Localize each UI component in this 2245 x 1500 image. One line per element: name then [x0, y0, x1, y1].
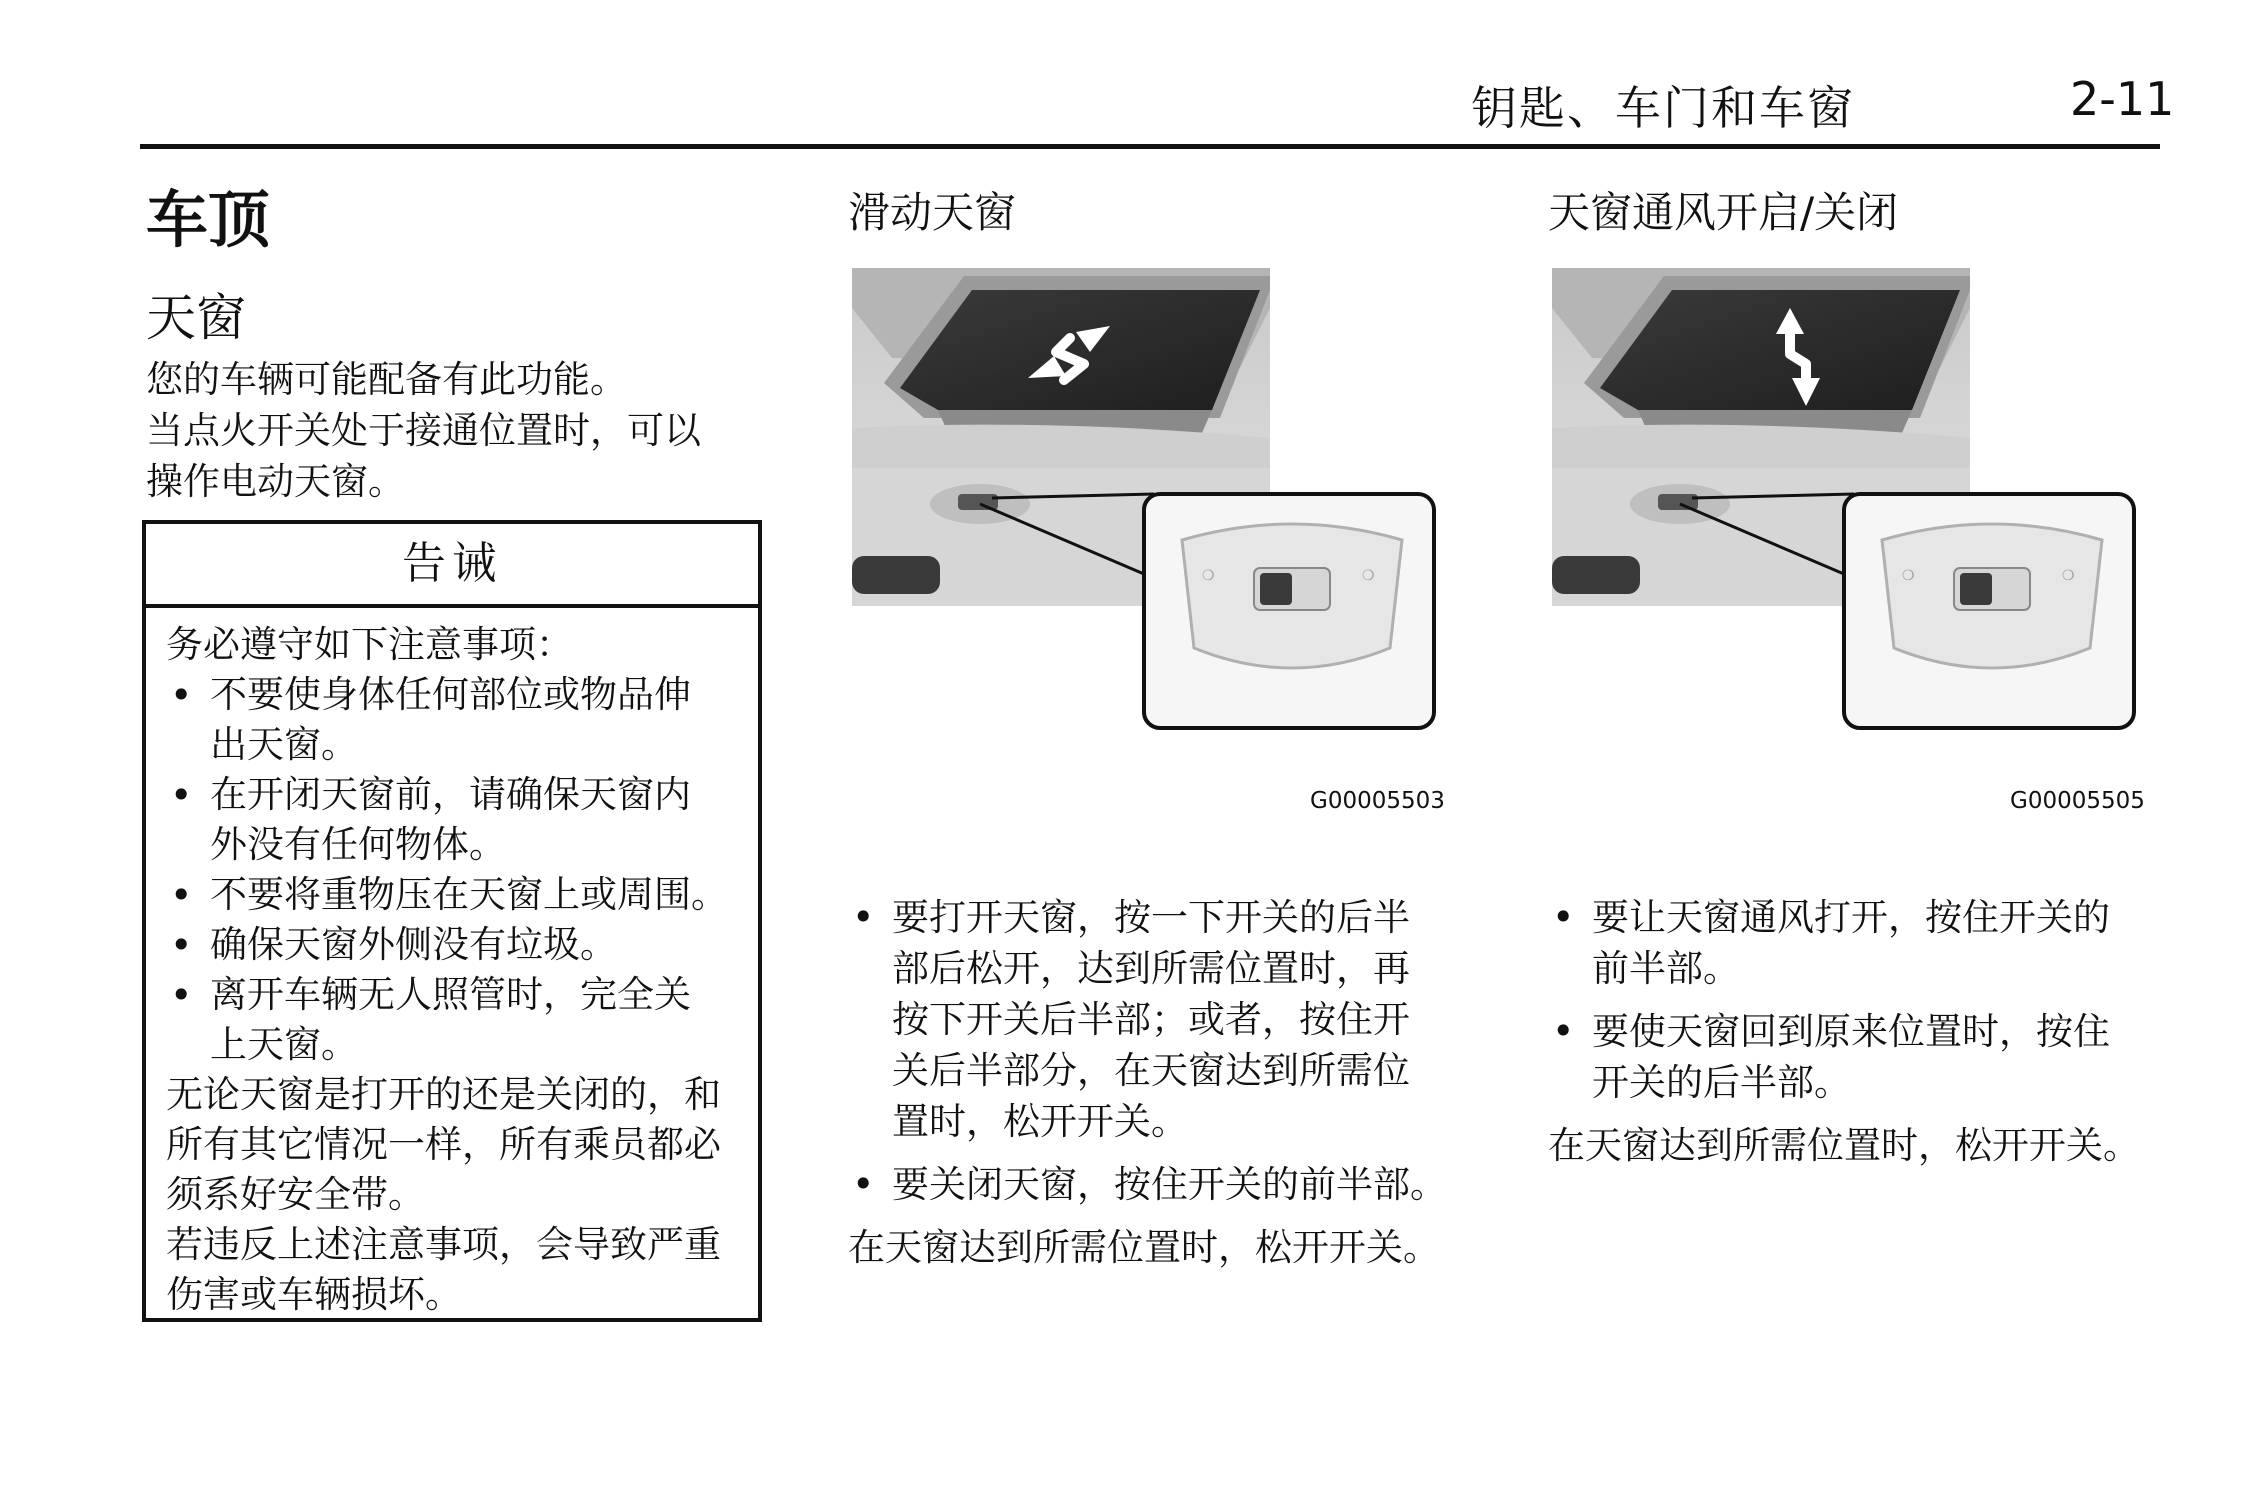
- warning-item-line: • 在开闭天窗前，请确保天窗内: [210, 773, 691, 816]
- sunroof-vent-illustration: [1552, 268, 2172, 738]
- bullet-line: 关后半部分，在天窗达到所需位: [892, 1049, 1410, 1092]
- page-number: 2-11: [2070, 72, 2175, 126]
- vent-bullet-open: [1548, 892, 2188, 994]
- warning-line: 伤害或车辆损坏。: [166, 1273, 462, 1316]
- warning-item: [166, 970, 740, 1070]
- warning-item-line: 出天窗。: [210, 723, 358, 766]
- warning-line: 须系好安全带。: [166, 1173, 425, 1216]
- warning-body: [146, 608, 758, 1320]
- warning-list: [166, 670, 740, 1070]
- svg-text:❍: ❍: [1202, 568, 1215, 584]
- warning-line: 所有其它情况一样，所有乘员都必: [166, 1123, 721, 1166]
- vent-bullet-return: [1548, 1006, 2188, 1108]
- slide-sunroof-title: 滑动天窗: [848, 188, 1017, 237]
- bullet-line: 按下开关后半部；或者，按住开: [892, 998, 1410, 1041]
- warning-item: [166, 920, 740, 970]
- warning-item: [166, 670, 740, 770]
- warning-item-line: • 不要使身体任何部位或物品伸: [210, 673, 691, 716]
- warning-title: 告诫: [146, 524, 758, 608]
- intro-line: 您的车辆可能配备有此功能。: [146, 358, 627, 401]
- intro-line: 当点火开关处于接通位置时，可以: [146, 409, 701, 452]
- subsection-title: 天窗: [146, 289, 246, 347]
- slide-bullet-open: [848, 892, 1468, 1147]
- svg-text:❍: ❍: [2062, 568, 2075, 584]
- warning-item-line: • 不要将重物压在天窗上或周围。: [210, 873, 728, 916]
- warning-item: [166, 870, 740, 920]
- vent-note: 在天窗达到所需位置时，松开开关。: [1548, 1124, 2140, 1167]
- bullet-line: • 要关闭天窗，按住开关的前半部。: [892, 1163, 1447, 1206]
- bullet-line: • 要打开天窗，按一下开关的后半: [892, 896, 1410, 939]
- svg-text:❍: ❍: [1362, 568, 1375, 584]
- vent-figure-code: G00005505: [2010, 788, 2145, 814]
- warning-item-line: 外没有任何物体。: [210, 823, 506, 866]
- bullet-line: • 要使天窗回到原来位置时，按住: [1592, 1010, 2110, 1053]
- slide-figure-code: G00005503: [1310, 788, 1445, 814]
- vent-sunroof-title: 天窗通风开启/关闭: [1548, 188, 1899, 237]
- slide-instructions: [848, 892, 1468, 1273]
- warning-paragraph-seatbelt: [166, 1070, 740, 1220]
- section-title: 车顶: [146, 183, 271, 256]
- bullet-line: 部后松开，达到所需位置时，再: [892, 947, 1410, 990]
- bullet-line: • 要让天窗通风打开，按住开关的: [1592, 896, 2110, 939]
- warning-lead: 务必遵守如下注意事项：: [166, 623, 573, 666]
- warning-item: [166, 770, 740, 870]
- warning-item-line: • 离开车辆无人照管时，完全关: [210, 973, 691, 1016]
- bullet-line: 开关的后半部。: [1592, 1061, 1851, 1104]
- slide-note: 在天窗达到所需位置时，松开开关。: [848, 1226, 1440, 1269]
- header-rule: [140, 144, 2160, 149]
- intro-paragraph: [146, 354, 786, 507]
- svg-text:❍: ❍: [1902, 568, 1915, 584]
- warning-item-line: • 确保天窗外侧没有垃圾。: [210, 923, 617, 966]
- slide-bullet-close: [848, 1159, 1468, 1210]
- warning-box: [142, 520, 762, 1322]
- chapter-title: 钥匙、车门和车窗: [1471, 81, 1855, 135]
- vent-instructions: [1548, 892, 2188, 1171]
- sunroof-slide-illustration: [852, 268, 1472, 738]
- warning-paragraph-consequence: [166, 1220, 740, 1320]
- bullet-line: 前半部。: [1592, 947, 1740, 990]
- intro-line: 操作电动天窗。: [146, 460, 405, 503]
- bullet-line: 置时，松开开关。: [892, 1100, 1188, 1143]
- warning-line: 若违反上述注意事项，会导致严重: [166, 1223, 721, 1266]
- warning-item-line: 上天窗。: [210, 1023, 358, 1066]
- warning-line: 无论天窗是打开的还是关闭的，和: [166, 1073, 721, 1116]
